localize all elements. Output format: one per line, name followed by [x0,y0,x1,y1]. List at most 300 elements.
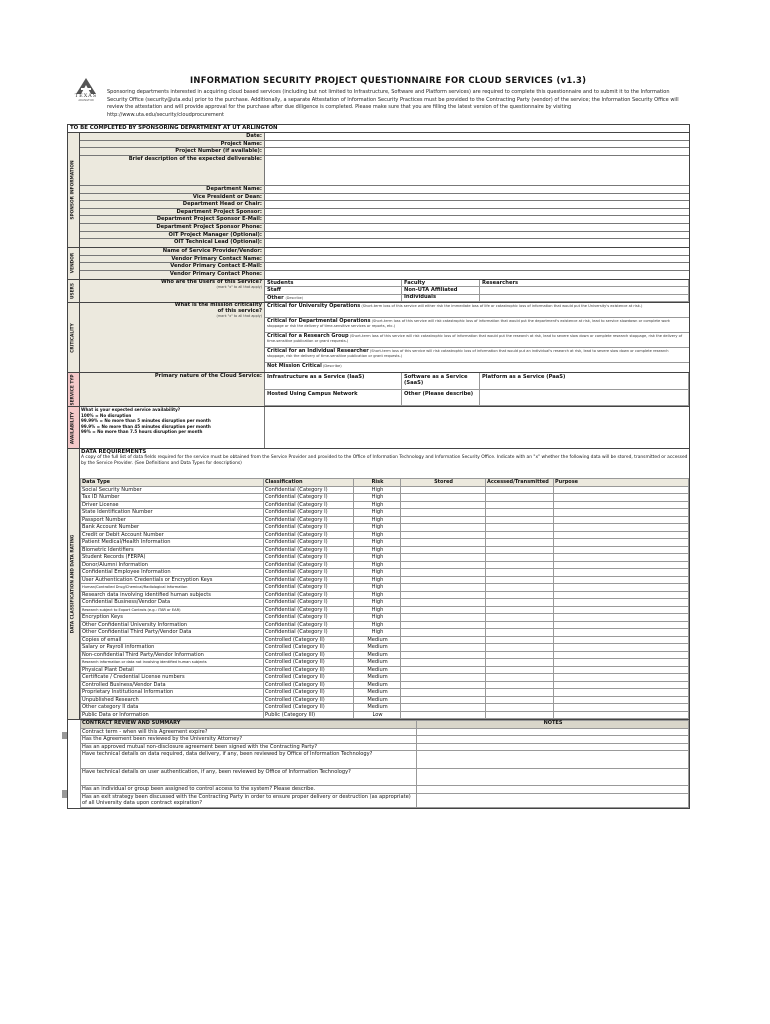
purpose-cell[interactable] [554,494,689,502]
contract-notes-cell[interactable] [417,751,689,769]
accessed-cell[interactable] [486,584,554,592]
risk-cell: High [354,516,401,524]
table-row [81,501,689,509]
field-input[interactable] [265,148,689,155]
purpose-cell[interactable] [554,516,689,524]
availability-line: 99.9% = No more than 45 minutes disruption per month [81,423,211,429]
stored-cell[interactable] [401,516,486,524]
criticality-option[interactable] [265,348,689,363]
contract-table [80,720,689,808]
stored-cell[interactable] [401,621,486,629]
contract-notes-cell[interactable] [417,728,689,736]
purpose-cell[interactable] [554,591,689,599]
form-row [80,224,689,232]
purpose-cell[interactable] [554,629,689,637]
field-input[interactable] [265,216,689,223]
users-question: Who are the Users of this Service? (mark "x" to all that apply) [80,280,265,303]
table-row [81,636,689,644]
contract-row [81,736,689,744]
stored-cell[interactable] [401,539,486,547]
accessed-cell[interactable] [486,629,554,637]
classification-cell: Confidential (Category I) [264,546,354,554]
sponsor-fields [80,133,689,247]
table-row [81,674,689,682]
data-type-cell: Other category II data [81,704,264,712]
accessed-cell[interactable] [486,494,554,502]
field-input[interactable] [265,263,689,270]
stored-cell[interactable] [401,509,486,517]
contract-row [81,786,689,794]
stored-cell[interactable] [401,681,486,689]
data-type-cell: Student Records (FERPA) [81,554,264,562]
field-label: Project Number (if available): [80,148,265,155]
accessed-cell[interactable] [486,614,554,622]
availability-line: What is your expected service availability? [81,407,181,413]
purpose-cell[interactable] [554,606,689,614]
user-option[interactable] [402,280,480,288]
criticality-option-desc: (Describe) [323,364,342,369]
classification-cell: Public (Category III) [264,711,354,719]
purpose-cell[interactable] [554,651,689,659]
data-type-cell: Public Data or Information [81,711,264,719]
purpose-cell[interactable] [554,486,689,494]
stored-cell[interactable] [401,486,486,494]
classification-cell: Controlled (Category II) [264,644,354,652]
accessed-cell[interactable] [486,659,554,667]
classification-cell: Confidential (Category I) [264,569,354,577]
purpose-cell[interactable] [554,696,689,704]
logo-text: TEXAS [74,93,98,99]
stored-cell[interactable] [401,524,486,532]
stored-cell[interactable] [401,629,486,637]
user-option[interactable] [265,280,402,288]
field-input[interactable] [265,156,689,185]
purpose-cell[interactable] [554,674,689,682]
table-row [81,606,689,614]
column-header: Risk [354,479,401,486]
table-row [81,509,689,517]
vendor-side-label: VENDOR [68,248,80,279]
criticality-option-desc: (Short-term loss of this service will risk catastrophic loss of information that would put the department's existence at risk, lead to service slowdown or complete work stoppage or risk the delivery of time-sensitive services or reports, etc.) [267,319,671,329]
field-label: Department Project Sponsor Phone: [80,224,265,231]
field-label: Date: [80,133,265,140]
user-option-label: Faculty [404,279,426,286]
stored-cell[interactable] [401,546,486,554]
form-row [80,201,689,209]
availability-answer[interactable] [265,407,689,448]
field-input[interactable] [265,271,689,279]
purpose-cell[interactable] [554,554,689,562]
field-input[interactable] [265,256,689,263]
field-input[interactable] [265,201,689,208]
criticality-option-title: Critical for a Research Group [267,333,349,340]
accessed-cell[interactable] [486,689,554,697]
table-row [81,486,689,494]
risk-cell: High [354,546,401,554]
service-option[interactable]: Infrastructure as a Service (IaaS) [265,373,402,390]
accessed-cell[interactable] [486,606,554,614]
data-type-cell: Confidential Employee Information [81,569,264,577]
purpose-cell[interactable] [554,531,689,539]
criticality-option[interactable] [265,333,689,348]
form-row [80,186,689,194]
purpose-cell[interactable] [554,666,689,674]
form-row [80,216,689,224]
table-row [81,614,689,622]
risk-cell: Medium [354,666,401,674]
data-type-cell: Passport Number [81,516,264,524]
stored-cell[interactable] [401,584,486,592]
accessed-cell[interactable] [486,501,554,509]
classification-cell: Controlled (Category II) [264,704,354,712]
table-row [81,554,689,562]
stored-cell[interactable] [401,651,486,659]
data-type-cell: Non-confidential Third Party/Vendor Information [81,651,264,659]
stored-cell[interactable] [401,554,486,562]
form-row [80,248,689,256]
data-table [80,478,689,719]
classification-cell: Confidential (Category I) [264,494,354,502]
purpose-cell[interactable] [554,584,689,592]
data-requirements-description: A copy of the full list of data fields required for the service must be obtained from the Service Provider and provided to the Office of Information Technology and Information Security Office. Indicate with an "x" whether the following data will be stored, transmitted or accessed by the Service Provider. (See Definitions and Data Types for descriptions) [81,455,688,467]
table-row [81,516,689,524]
classification-cell: Confidential (Category I) [264,584,354,592]
stored-cell[interactable] [401,494,486,502]
logo-subtext: ARLINGTON [78,98,94,102]
data-type-cell: Proprietary Institutional Information [81,689,264,697]
risk-cell: High [354,621,401,629]
data-type-cell: Controlled Business/Vendor Data [81,681,264,689]
column-header: Data Type [81,479,264,486]
availability-options [80,407,265,448]
criticality-question: What is the mission criticality of this service? (mark "x" to all that apply) [80,303,265,372]
risk-cell: High [354,494,401,502]
stored-cell[interactable] [401,689,486,697]
accessed-cell[interactable] [486,674,554,682]
field-input[interactable] [265,133,689,140]
criticality-option[interactable] [265,363,689,372]
classification-cell: Confidential (Category I) [264,486,354,494]
stored-cell[interactable] [401,696,486,704]
availability-side-label: AVAILABILITY [68,407,80,448]
risk-cell: High [354,531,401,539]
form-row [80,133,689,141]
accessed-cell[interactable] [486,486,554,494]
users-section [68,280,689,304]
risk-cell: Medium [354,636,401,644]
contract-notes-cell[interactable] [417,736,689,744]
classification-cell: Confidential (Category I) [264,576,354,584]
form-row [80,156,689,186]
user-option[interactable] [480,295,689,303]
purpose-cell[interactable] [554,546,689,554]
stored-cell[interactable] [401,614,486,622]
table-row [81,681,689,689]
data-type-cell: State Identification Number [81,509,264,517]
risk-cell: High [354,606,401,614]
risk-cell: Medium [354,704,401,712]
classification-cell: Confidential (Category I) [264,599,354,607]
university-logo [72,78,100,102]
field-input[interactable] [265,186,689,193]
accessed-cell[interactable] [486,524,554,532]
vendor-section [68,248,689,280]
contract-row [81,743,689,751]
data-type-cell: Biometric Identifiers [81,546,264,554]
classification-cell: Controlled (Category II) [264,666,354,674]
stored-cell[interactable] [401,666,486,674]
accessed-cell[interactable] [486,704,554,712]
user-option[interactable] [480,287,689,295]
classification-cell: Confidential (Category I) [264,621,354,629]
criticality-option-title: Critical for an Individual Researcher [267,348,369,355]
stored-cell[interactable] [401,636,486,644]
stored-cell[interactable] [401,569,486,577]
risk-cell: Low [354,711,401,719]
classification-cell: Confidential (Category I) [264,531,354,539]
accessed-cell[interactable] [486,509,554,517]
data-type-cell: Driver License [81,501,264,509]
classification-cell: Controlled (Category II) [264,651,354,659]
accessed-cell[interactable] [486,599,554,607]
availability-section [68,407,689,449]
data-requirements-title: DATA REQUIREMENTS [81,449,147,456]
form-row [80,209,689,217]
field-input[interactable] [265,239,689,247]
accessed-cell[interactable] [486,546,554,554]
risk-cell: High [354,576,401,584]
contract-row [81,728,689,736]
purpose-cell[interactable] [554,681,689,689]
vendor-fields [80,248,689,279]
contract-notes-cell[interactable] [417,743,689,751]
purpose-cell[interactable] [554,636,689,644]
service-option[interactable]: Platform as a Service (PaaS) [480,373,689,390]
user-option[interactable] [265,287,402,295]
classification-cell: Controlled (Category II) [264,681,354,689]
classification-cell: Confidential (Category I) [264,614,354,622]
service-option[interactable]: Hosted Using Campus Network [265,390,402,406]
field-label: Department Project Sponsor E-Mail: [80,216,265,223]
field-label: Vendor Primary Contact Name: [80,256,265,263]
purpose-cell[interactable] [554,689,689,697]
purpose-cell[interactable] [554,501,689,509]
data-type-cell: User Authentication Credentials or Encryption Keys [81,576,264,584]
field-label: Department Name: [80,186,265,193]
risk-cell: High [354,561,401,569]
risk-cell: Medium [354,696,401,704]
risk-cell: Medium [354,681,401,689]
purpose-cell[interactable] [554,704,689,712]
classification-cell: Confidential (Category I) [264,509,354,517]
classification-cell: Controlled (Category II) [264,696,354,704]
field-label: Vendor Primary Contact Phone: [80,271,265,279]
criticality-option[interactable] [265,303,689,318]
service-option[interactable] [480,390,689,406]
purpose-cell[interactable] [554,711,689,719]
data-type-cell: Research information or data not involving identified human subjects [81,659,264,667]
table-row [81,644,689,652]
contract-question: Has an individual or group been assigned to control access to the system? Please describe. [81,786,417,794]
availability-line: 99% = No more than 7.5 hours disruption per month [81,429,203,435]
form-row [80,232,689,240]
classification-cell: Confidential (Category I) [264,591,354,599]
accessed-cell[interactable] [486,569,554,577]
accessed-cell[interactable] [486,576,554,584]
risk-cell: High [354,614,401,622]
purpose-cell[interactable] [554,561,689,569]
table-row [81,659,689,667]
column-header: Accessed/Transmitted [486,479,554,486]
table-row [81,599,689,607]
user-option[interactable] [402,295,480,303]
form-row [80,148,689,156]
data-side-label: DATA CLASSIFICATION AND DATA RATING [68,449,80,719]
stored-cell[interactable] [401,576,486,584]
accessed-cell[interactable] [486,516,554,524]
purpose-cell[interactable] [554,576,689,584]
service-option[interactable]: Other (Please describe) [402,390,480,406]
table-row [81,696,689,704]
service-question: Primary nature of the Cloud Service: [80,373,265,406]
field-input[interactable] [265,141,689,148]
questionnaire-form [67,124,690,809]
service-option[interactable]: Software as a Service (SaaS) [402,373,480,390]
accessed-cell[interactable] [486,644,554,652]
table-row [81,524,689,532]
service-section [68,373,689,407]
user-option[interactable] [265,295,402,303]
stored-cell[interactable] [401,531,486,539]
accessed-cell[interactable] [486,651,554,659]
form-row [80,194,689,202]
form-row [80,263,689,271]
table-row [81,569,689,577]
data-type-cell: Social Security Number [81,486,264,494]
criticality-options [265,303,689,372]
accessed-cell[interactable] [486,531,554,539]
stored-cell[interactable] [401,606,486,614]
data-type-cell: Credit or Debit Account Number [81,531,264,539]
classification-cell: Confidential (Category I) [264,629,354,637]
stored-cell[interactable] [401,501,486,509]
purpose-cell[interactable] [554,621,689,629]
field-input[interactable] [265,209,689,216]
stored-cell[interactable] [401,674,486,682]
criticality-option[interactable] [265,318,689,333]
classification-cell: Confidential (Category I) [264,561,354,569]
notes-label: NOTES [417,721,689,729]
purpose-cell[interactable] [554,569,689,577]
table-row [81,689,689,697]
accessed-cell[interactable] [486,711,554,719]
purpose-cell[interactable] [554,509,689,517]
purpose-cell[interactable] [554,539,689,547]
field-input[interactable] [265,194,689,201]
table-row [81,651,689,659]
classification-cell: Confidential (Category I) [264,554,354,562]
data-type-cell: Encryption Keys [81,614,264,622]
data-type-cell: Other Confidential University Information [81,621,264,629]
stored-cell[interactable] [401,591,486,599]
user-option[interactable] [402,287,480,301]
accessed-cell[interactable] [486,621,554,629]
stored-cell[interactable] [401,659,486,667]
criticality-side-label: CRITICALITY [68,303,80,372]
form-row [80,141,689,149]
purpose-cell[interactable] [554,599,689,607]
field-input[interactable] [265,224,689,231]
field-input[interactable] [265,248,689,255]
table-row [81,576,689,584]
accessed-cell[interactable] [486,636,554,644]
accessed-cell[interactable] [486,696,554,704]
section-title: TO BE COMPLETED BY SPONSORING DEPARTMENT AT UT ARLINGTON [68,125,689,133]
stored-cell[interactable] [401,599,486,607]
table-row [81,561,689,569]
contract-section [68,720,689,808]
purpose-cell[interactable] [554,524,689,532]
accessed-cell[interactable] [486,681,554,689]
stored-cell[interactable] [401,711,486,719]
other-note: (Describe) [285,295,304,300]
purpose-cell[interactable] [554,644,689,652]
risk-cell: High [354,591,401,599]
criticality-option-title: Critical for Departmental Operations [267,318,371,325]
stored-cell[interactable] [401,644,486,652]
sponsor-section [68,133,689,248]
field-input[interactable] [265,232,689,239]
risk-cell: Medium [354,651,401,659]
risk-cell: High [354,539,401,547]
data-type-cell: Tax ID Number [81,494,264,502]
criticality-section [68,303,689,373]
contract-question: Has an approved mutual non-disclosure agreement been signed with the Contracting Party? [81,743,417,751]
data-type-cell: Donor/Alumni Information [81,561,264,569]
purpose-cell[interactable] [554,614,689,622]
accessed-cell[interactable] [486,554,554,562]
risk-cell: Medium [354,644,401,652]
accessed-cell[interactable] [486,591,554,599]
contract-notes-cell[interactable] [417,769,689,786]
table-row [81,591,689,599]
contract-notes-cell[interactable] [417,793,689,807]
stored-cell[interactable] [401,561,486,569]
form-row [80,271,689,279]
accessed-cell[interactable] [486,539,554,547]
user-option[interactable] [480,280,689,288]
criticality-option-desc: (Short-term loss of this service will either risk the immediate loss of life or catastrophic loss of information that would put the University's existence at risk.) [361,304,643,309]
data-type-cell: Human/Controlled Drug/Chemical/Radiological Information [81,584,264,592]
user-option-label: Staff [267,287,281,294]
contract-question: Have technical details on user authentication, if any, been reviewed by Office of Information Technology? [81,769,417,786]
data-type-cell: Salary or Payroll information [81,644,264,652]
accessed-cell[interactable] [486,666,554,674]
risk-cell: Medium [354,674,401,682]
classification-cell: Controlled (Category II) [264,674,354,682]
risk-cell: High [354,584,401,592]
stored-cell[interactable] [401,704,486,712]
table-row [81,629,689,637]
contract-title: CONTRACT REVIEW AND SUMMARY [81,721,417,729]
purpose-cell[interactable] [554,659,689,667]
data-type-cell: Unpublished Research [81,696,264,704]
contract-notes-cell[interactable] [417,786,689,794]
sponsor-side-label: SPONSOR INFORMATION [68,133,80,247]
accessed-cell[interactable] [486,561,554,569]
contract-row [81,769,689,786]
data-type-cell: Other Confidential Third Party/Vendor Data [81,629,264,637]
